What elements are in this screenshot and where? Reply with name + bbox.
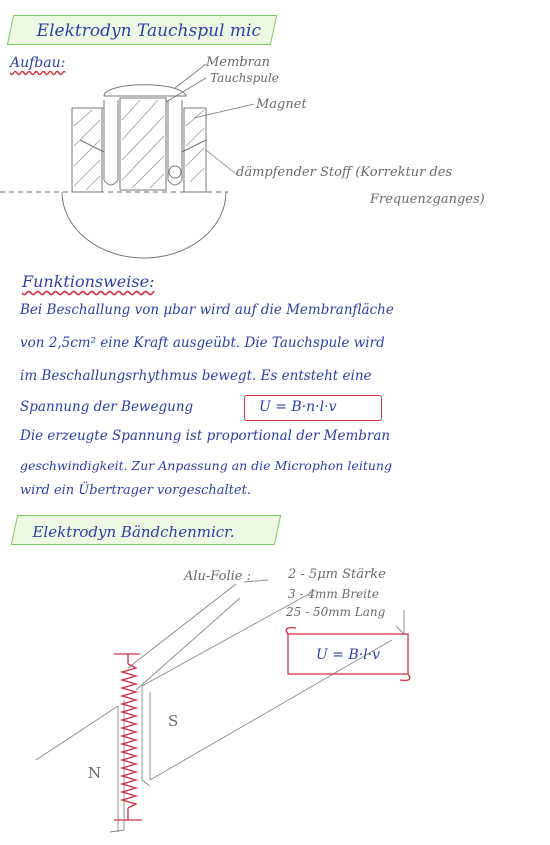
spec-laenge: 25 - 50mm Lang — [286, 605, 386, 619]
title-tauchspul: Elektrodyn Tauchspul mic — [36, 21, 261, 41]
formula-baendchen: U = B·l·v — [316, 647, 381, 663]
magnet-n-top — [36, 706, 118, 760]
pole-s-label: S — [168, 712, 179, 730]
text-line-7: wird ein Übertrager vorgeschaltet. — [20, 483, 251, 498]
magnet-s-top — [142, 590, 316, 686]
pole-n-label: N — [88, 764, 102, 782]
text-line-1: Bei Beschallung von μbar wird auf die Membranfläche — [20, 302, 394, 318]
title-baendchen: Elektrodyn Bändchenmicr. — [32, 523, 235, 541]
spec-breite: 3 - 4mm Breite — [288, 587, 379, 601]
formula-tauchspul: U = B·n·l·v — [259, 399, 337, 415]
label-tauchspule: Tauchspule — [210, 71, 279, 85]
label-frequenzganges: Frequenzganges) — [370, 192, 485, 207]
text-line-5: Die erzeugte Spannung ist proportional der Membran — [20, 428, 391, 444]
text-line-4: Spannung der Bewegung — [20, 399, 194, 415]
label-membran: Membran — [206, 55, 270, 70]
text-line-3: im Beschallungsrhythmus bewegt. Es entsteht eine — [20, 368, 372, 384]
text-line-2: von 2,5cm² eine Kraft ausgeübt. Die Tauchspule wird — [20, 335, 385, 351]
label-daempfender-stoff: dämpfender Stoff (Korrektur des — [236, 165, 453, 180]
text-line-6: geschwindigkeit. Zur Anpassung an die Microphon leitung — [20, 458, 392, 473]
heading-funktionsweise: Funktionsweise: — [22, 272, 155, 291]
leader-foil-1 — [128, 584, 236, 668]
leader-foil-2 — [136, 598, 240, 690]
label-magnet: Magnet — [256, 97, 307, 112]
spec-staerke: 2 - 5μm Stärke — [288, 567, 386, 582]
label-alu-folie: Alu-Folie : — [184, 569, 251, 584]
subheading-aufbau: Aufbau: — [10, 55, 66, 71]
